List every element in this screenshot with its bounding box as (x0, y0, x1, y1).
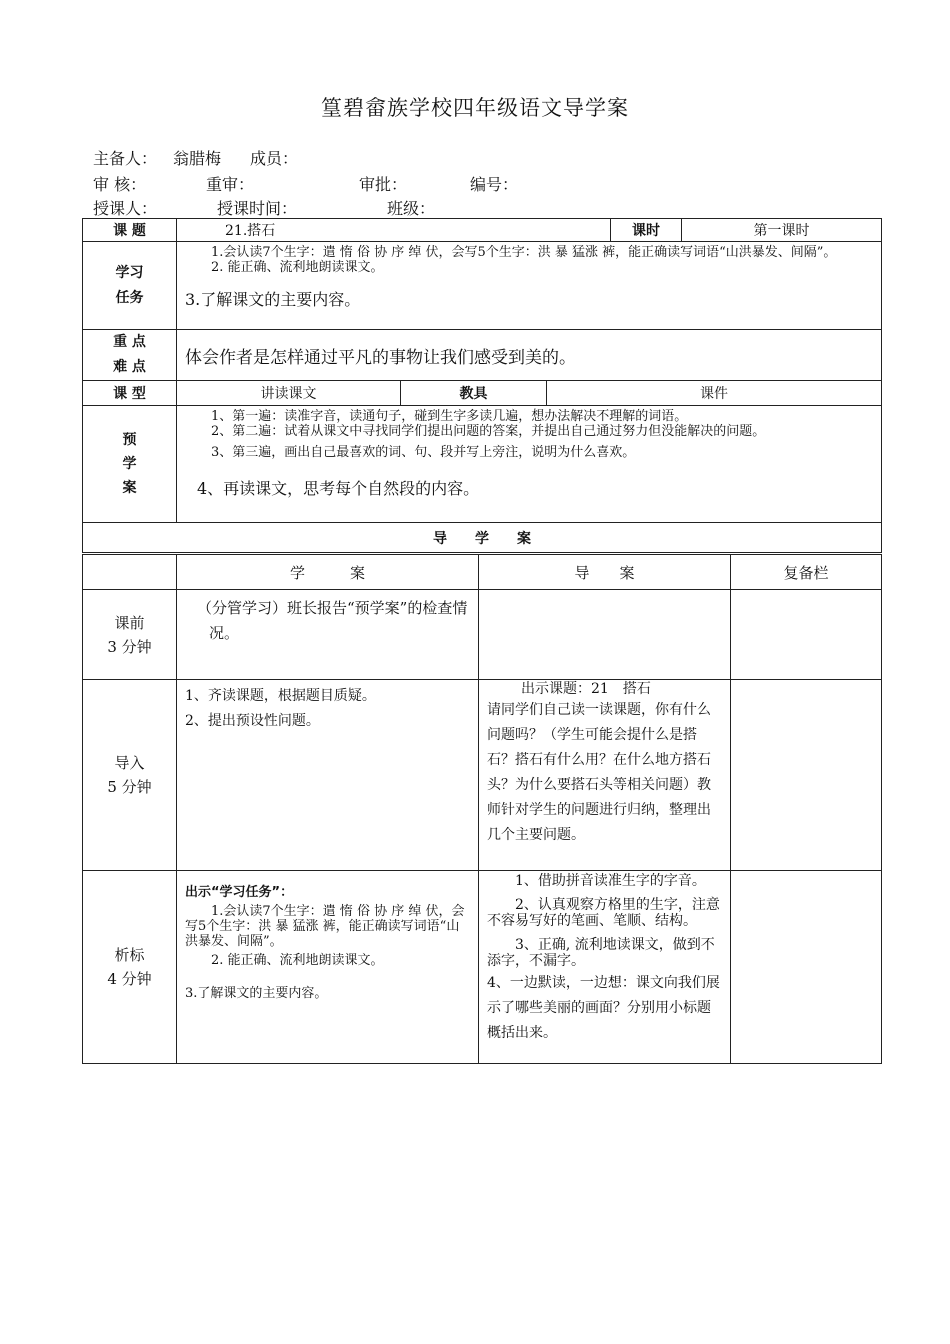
guide-item: 4、一边默读，一边想：课文向我们展示了哪些美丽的画面？分别用小标题概括出来。 (487, 975, 720, 1041)
number-label: 编号： (470, 175, 519, 194)
topic-text: 21.搭石 (225, 223, 276, 239)
preview-cell (177, 406, 882, 523)
notes-cell (731, 680, 882, 871)
preview-label (83, 406, 177, 523)
guide-cell (479, 590, 731, 680)
stage-cell (83, 680, 177, 871)
stage-name: 导入 (114, 754, 145, 772)
col-header-empty (83, 555, 177, 590)
class-label: 班级： (387, 199, 436, 218)
notes-cell (731, 590, 882, 680)
period-label: 课时 (611, 219, 682, 242)
guide-item: 2、认真观察方格里的生字，注意不容易写好的笔画、笔顺、结构。 (487, 897, 720, 929)
guide-cell (479, 680, 731, 871)
task-item: 1.会认读7个生字：遣 惰 俗 协 序 绰 伏，会写5个生字：洪 暴 猛涨 裤，能正确读写词语“山洪暴发、间隔”。 (211, 245, 837, 260)
guide-item: 请同学们自己读一读课题，你有什么问题吗？（学生可能会提什么是搭石？搭石有什么用？在什么地方搭石头？为什么要搭石头等相关问题）教师针对学生的问题进行归纳，整理出几个主要问题。 (487, 702, 711, 843)
key-label (83, 330, 177, 381)
tasks-label-1: 学习 (115, 264, 144, 281)
guide-section-title: 导 学 案 (83, 523, 882, 553)
student-item: 1、齐读课题，根据题目质疑。 (185, 688, 376, 704)
time-label: 授课时间： (217, 199, 298, 218)
members-label: 成员： (250, 149, 299, 168)
preview-item: 4、再读课文，思考每个自然段的内容。 (197, 479, 480, 498)
topic-value (177, 219, 611, 242)
preparer-label: 主备人： (93, 149, 158, 168)
guide-cell (479, 871, 731, 1064)
tools-value: 课件 (547, 381, 882, 406)
student-cell (177, 680, 479, 871)
student-item: 3.了解课文的主要内容。 (185, 986, 328, 1001)
preview-label-3: 案 (122, 480, 137, 496)
guide-table (82, 554, 882, 1064)
lesson-info-table (82, 218, 882, 553)
period-value: 第一课时 (682, 219, 882, 242)
student-item: 2. 能正确、流利地朗读课文。 (211, 953, 384, 968)
student-item: （分管学习）班长报告“预学案”的检查情况。 (197, 599, 468, 642)
tasks-label-2: 任务 (115, 289, 144, 306)
preview-item: 1、第一遍：读准字音，读通句子，碰到生字多读几遍，想办法解决不理解的词语。 (211, 409, 688, 424)
tasks-cell (177, 242, 882, 330)
key-label-2: 难 点 (113, 359, 146, 375)
preview-label-2: 学 (122, 456, 137, 472)
type-label: 课 型 (83, 381, 177, 406)
teacher-label: 授课人： (93, 199, 158, 218)
stage-name: 课前 (114, 613, 145, 632)
stage-name: 析标 (114, 946, 145, 964)
student-cell (177, 871, 479, 1064)
preview-label-1: 预 (122, 432, 137, 448)
stage-cell (83, 590, 177, 680)
student-cell (177, 590, 479, 680)
col-header-guide: 导 案 (479, 555, 731, 590)
stage-time: 5 分钟 (107, 778, 152, 796)
preview-item: 3、第三遍，画出自己最喜欢的词、句、段并写上旁注，说明为什么喜欢。 (211, 445, 636, 460)
stage-time: 4 分钟 (107, 970, 152, 988)
col-header-student: 学 案 (177, 555, 479, 590)
key-label-1: 重 点 (113, 334, 146, 350)
student-heading: 出示“学习任务”： (185, 885, 294, 900)
student-item: 1.会认读7个生字：遣 惰 俗 协 序 绰 伏，会写5个生字：洪 暴 猛涨 裤，能正确读写词语“山洪暴发、间隔”。 (185, 904, 465, 949)
re-review-label: 重审： (206, 175, 255, 194)
type-value: 讲读课文 (177, 381, 401, 406)
key-value: 体会作者是怎样通过平凡的事物让我们感受到美的。 (177, 330, 882, 381)
approve-label: 审批： (359, 175, 408, 194)
guide-item: 3、正确, 流利地读课文，做到不添字，不漏字。 (487, 937, 715, 969)
task-item: 3.了解课文的主要内容。 (185, 290, 361, 309)
task-item: 2. 能正确、流利地朗读课文。 (211, 260, 384, 275)
preview-item: 2、第二遍：试着从课文中寻找同学们提出问题的答案，并提出自己通过努力但没能解决的问题。 (211, 424, 766, 439)
guide-item: 1、借助拼音读准生字的字音。 (515, 873, 706, 889)
preparer-name: 翁腊梅 (173, 149, 222, 168)
student-item: 2、提出预设性问题。 (185, 713, 320, 729)
stage-cell (83, 871, 177, 1064)
tasks-label (83, 242, 177, 330)
review-label: 审 核： (93, 175, 147, 194)
col-header-notes: 复备栏 (731, 555, 882, 590)
guide-item: 出示课题：21 搭石 (521, 681, 651, 697)
notes-cell (731, 871, 882, 1064)
tools-label: 教具 (401, 381, 547, 406)
topic-label: 课 题 (83, 219, 177, 242)
page-title: 篁碧畲族学校四年级语文导学案 (321, 96, 629, 120)
stage-time: 3 分钟 (107, 637, 152, 656)
